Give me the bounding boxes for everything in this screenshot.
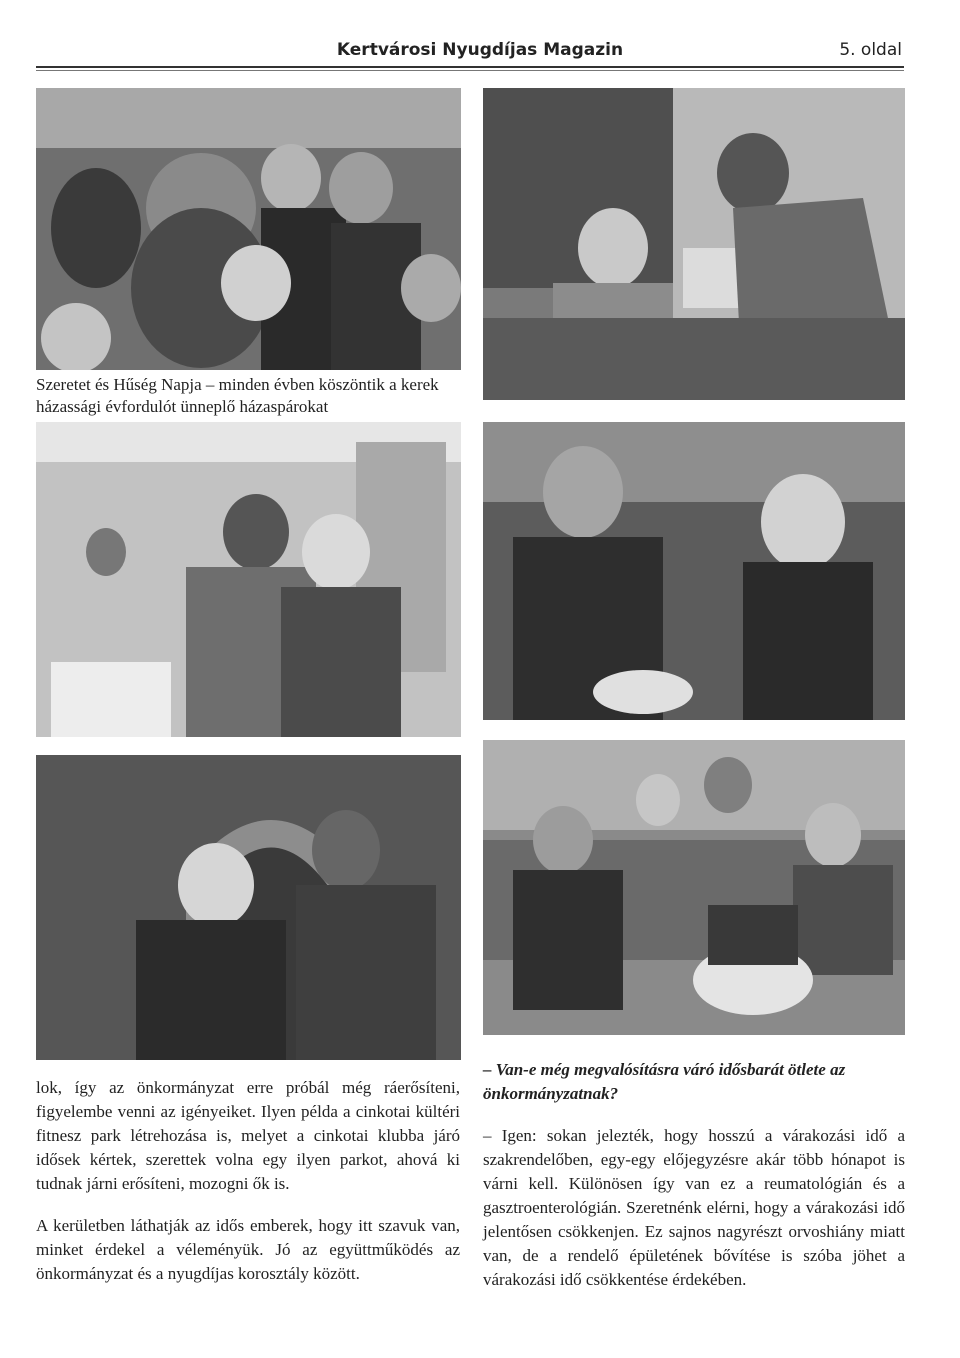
- header-divider-thin: [36, 70, 904, 71]
- photo-visiting-elderly-woman: [483, 422, 905, 720]
- photo-caption: Szeretet és Hűség Napja – minden évben köszöntik a kerek házassági évfordulót ünneplő házaspárokat: [36, 375, 439, 416]
- paragraph-fitness-park: lok, így az önkormányzat erre próbál még ráerősíteni, figyelembe venni az igényeiket. Ilyen példa a cinkotai kültéri fitnesz park létrehozása is, melyet a cinkotai klubba járó idősek kértek, szerettek volna egy ilyen parkot, ahová ki tudnak járni erősíteni, mozogni ők is.: [36, 1078, 460, 1193]
- interview-answer: – Igen: sokan jelezték, hogy hosszú a várakozási idő a szakrendelőben, egy-egy előjegyzésre akár több hónapot is várni kell. Különösen így van ez a reumatológián és a gasztroenterológián. Szeretnénk elérni, hogy a várakozási idő jelentősen csökkenjen. Ez sajnos nagyrészt orvoshiány miatt van, de a rendelő épületének bővítése is szóba jöhet a várakozási idő csökkentése érdekében.: [483, 1126, 905, 1289]
- magazine-title: Kertvárosi Nyugdíjas Magazin: [336, 40, 624, 60]
- article-column-right: [483, 1058, 905, 1310]
- photo-certificate-presentation: [483, 88, 905, 400]
- photo-living-room-visit: [483, 740, 905, 1035]
- page-number: 5. oldal: [839, 40, 902, 60]
- header-divider: [36, 66, 904, 68]
- paragraph-cooperation: A kerületben láthatják az idős emberek, hogy itt szavuk van, minket érdekel a véleményük. Jó az együttműködés az önkormányzat és a nyugdíjas korosztály között.: [36, 1216, 460, 1283]
- photo-anniversary-celebration: [36, 88, 461, 370]
- interview-question: – Van-e még megvalósításra váró idősbarát ötlete az önkormányzatnak?: [483, 1060, 846, 1103]
- article-column-left: [36, 1076, 460, 1304]
- photo-arch-presentation: [36, 755, 461, 1060]
- photo-greeting-elderly-woman: [36, 422, 461, 737]
